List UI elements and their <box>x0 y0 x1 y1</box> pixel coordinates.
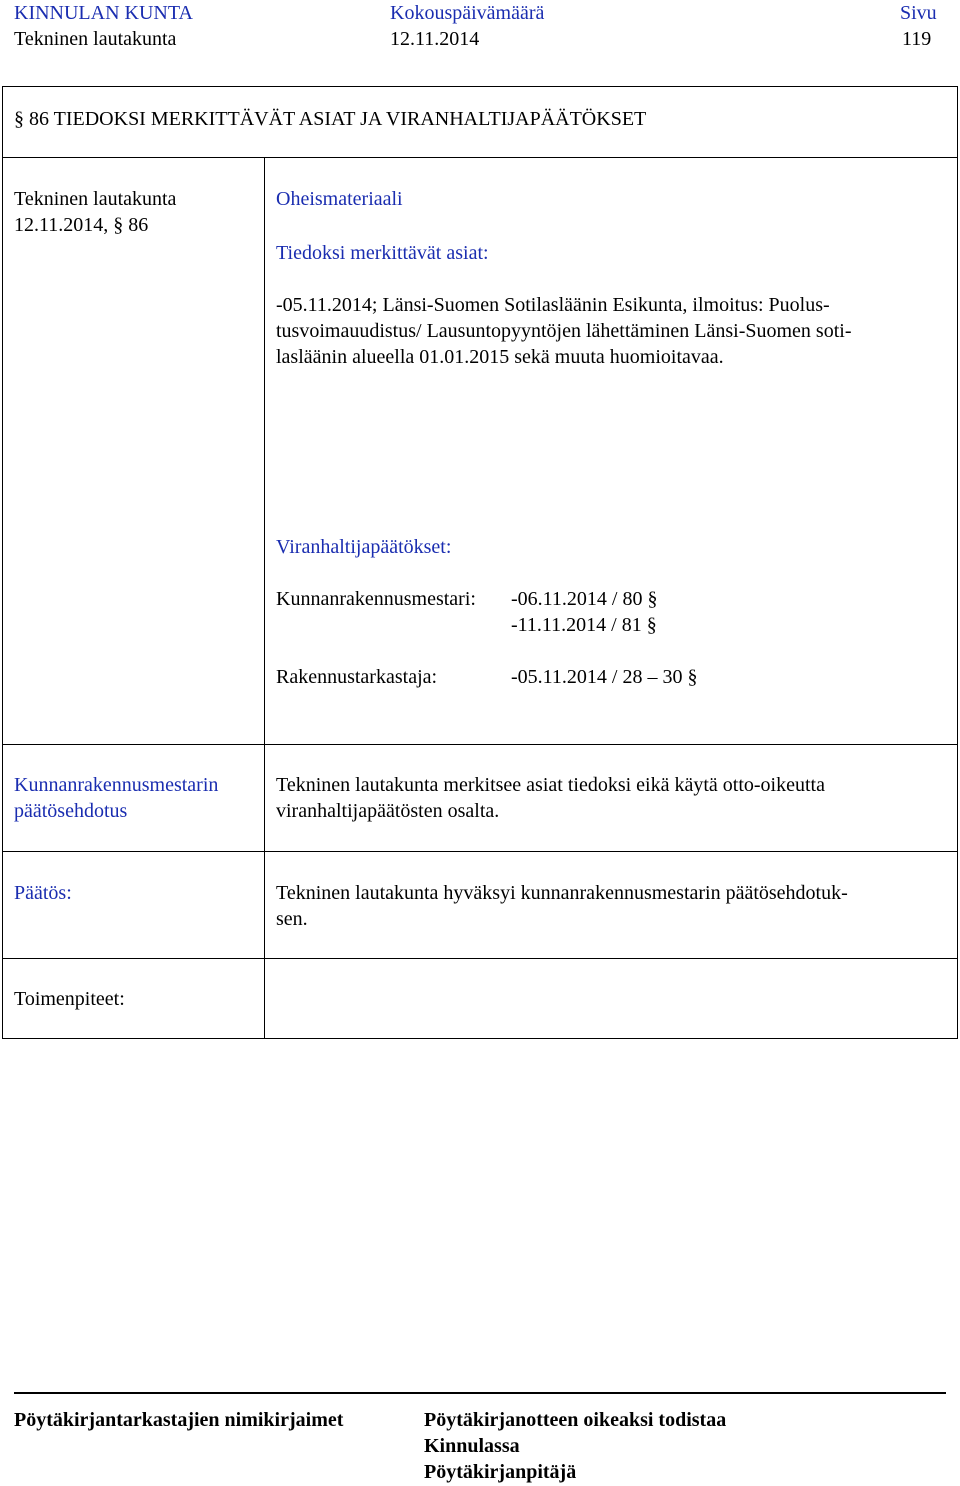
rakennustarkastaja-decision-1-text: -05.11.2014 / 28 – 30 <box>511 666 683 688</box>
reference-date <box>14 212 148 238</box>
table-right-border <box>957 86 958 1039</box>
reference-symbol: § <box>113 214 124 236</box>
rakennustarkastaja-label: Rakennustarkastaja: <box>276 666 438 688</box>
title-row-divider <box>2 157 958 158</box>
kunnanrakennusmestari-decision-1 <box>511 586 657 612</box>
page-number: 119 <box>902 28 932 50</box>
decision-label: Päätös: <box>14 882 72 904</box>
footer-secretary: Pöytäkirjanpitäjä <box>424 1461 577 1483</box>
section-symbol: § <box>14 108 24 130</box>
attachments-label: Oheismateriaali <box>276 188 403 210</box>
decision-text-line-1: Tekninen lautakunta hyväksyi kunnanrakennusmestarin päätösehdotuk- <box>276 882 848 904</box>
column-divider <box>264 157 265 1039</box>
kunnanrakennusmestari-decision-2-text: -11.11.2014 / 81 <box>511 614 642 636</box>
table-top-border <box>2 86 958 87</box>
header-committee: Tekninen lautakunta <box>14 28 177 50</box>
section-title <box>14 106 646 132</box>
reference-committee: Tekninen lautakunta <box>14 188 177 210</box>
header-date: 12.11.2014 <box>390 28 480 50</box>
footer-place: Kinnulassa <box>424 1435 520 1457</box>
decision-symbol: § <box>647 588 658 610</box>
kunnanrakennusmestari-decision-1-text: -06.11.2014 / 80 <box>511 588 643 610</box>
footer-initials-label: Pöytäkirjantarkastajien nimikirjaimet <box>14 1409 344 1431</box>
rakennustarkastaja-decision-1 <box>511 664 697 690</box>
decision-text-line-2: sen. <box>276 908 308 930</box>
notice-line-1: -05.11.2014; Länsi-Suomen Sotilasläänin Esikunta, ilmoitus: Puolus- <box>276 294 830 316</box>
row-divider-actions <box>2 958 958 959</box>
decisions-label: Viranhaltijapäätökset: <box>276 536 452 558</box>
reference-date-text: 12.11.2014, <box>14 214 109 236</box>
page-label: Sivu <box>900 2 937 24</box>
table-left-border <box>2 86 3 1039</box>
proposal-text-line-2: viranhaltijapäätösten osalta. <box>276 800 500 822</box>
table-bottom-border <box>2 1038 958 1039</box>
notices-label: Tiedoksi merkittävät asiat: <box>276 242 489 264</box>
proposal-text-line-1: Tekninen lautakunta merkitsee asiat tiedoksi eikä käytä otto-oikeutta <box>276 774 825 796</box>
org-name: KINNULAN KUNTA <box>14 2 193 24</box>
section-title-text: 86 TIEDOKSI MERKITTÄVÄT ASIAT JA VIRANHALTIJAPÄÄTÖKSET <box>29 108 647 130</box>
decision-symbol: § <box>687 666 698 688</box>
decision-symbol: § <box>646 614 657 636</box>
notice-line-3: lasläänin alueella 01.01.2015 sekä muuta huomioitavaa. <box>276 346 724 368</box>
meeting-date-label: Kokouspäivämäärä <box>390 2 545 24</box>
footer-rule <box>14 1392 946 1394</box>
proposal-label-line-2: päätösehdotus <box>14 800 128 822</box>
notice-line-2: tusvoimauudistus/ Lausuntopyyntöjen lähettäminen Länsi-Suomen soti- <box>276 320 852 342</box>
actions-label: Toimenpiteet: <box>14 988 125 1010</box>
footer-certified-label: Pöytäkirjanotteen oikeaksi todistaa <box>424 1409 727 1431</box>
kunnanrakennusmestari-decision-2 <box>511 612 657 638</box>
row-divider-decision <box>2 851 958 852</box>
proposal-label-line-1: Kunnanrakennusmestarin <box>14 774 219 796</box>
row-divider-proposal <box>2 744 958 745</box>
reference-number: 86 <box>128 214 149 236</box>
kunnanrakennusmestari-label: Kunnanrakennusmestari: <box>276 588 476 610</box>
